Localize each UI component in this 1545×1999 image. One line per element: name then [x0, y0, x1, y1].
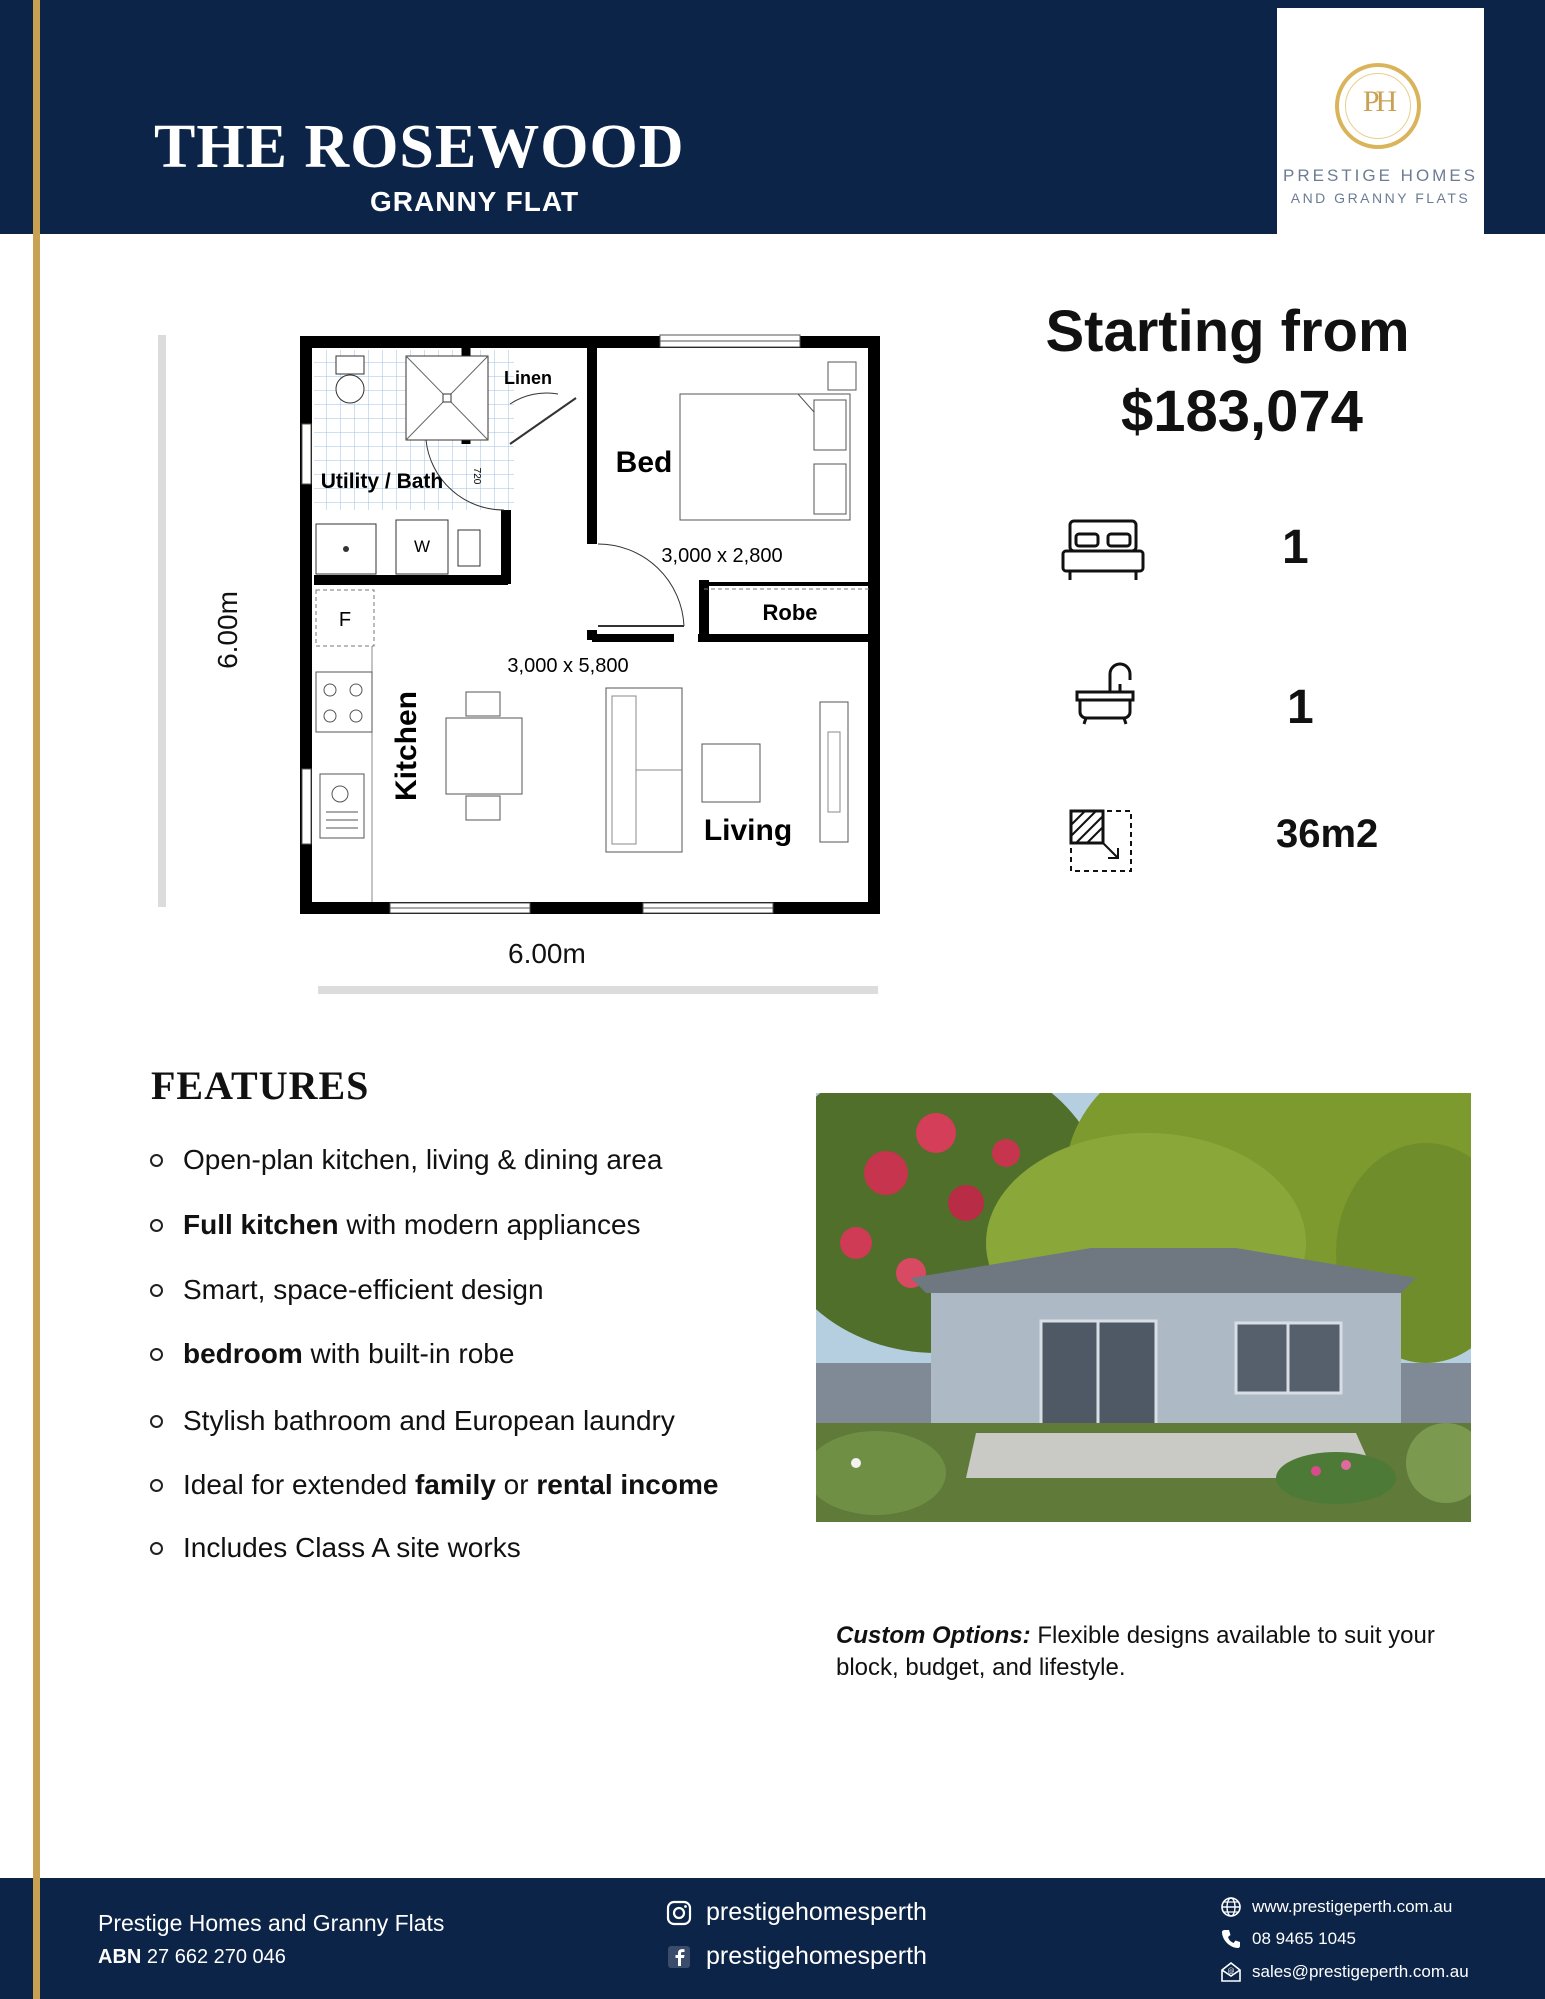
page-subtitle: GRANNY FLAT: [370, 186, 580, 217]
room-label-living: Living: [703, 814, 793, 847]
instagram-icon: [666, 1900, 692, 1926]
feature-text: [183, 1144, 662, 1176]
feature-item: [150, 1405, 675, 1437]
facebook-link[interactable]: [666, 1942, 927, 1971]
facebook-icon: [666, 1944, 692, 1970]
room-label-linen: Linen: [504, 368, 552, 388]
height-dimension-label: 6.00m: [212, 591, 243, 669]
custom-options-note: [836, 1620, 1456, 1684]
fridge-label: F: [338, 609, 352, 631]
feature-segment: Smart, space-efficient design: [183, 1274, 544, 1305]
feature-segment: Ideal for extended: [183, 1469, 415, 1500]
room-label-kitchen: Kitchen: [390, 690, 423, 802]
room-dims-bed: 3,000 x 2,800: [661, 545, 783, 567]
room-label-bed: Bed: [615, 446, 673, 479]
price-intro: Starting from: [1045, 299, 1410, 364]
door-width-label: 720: [471, 467, 482, 485]
abn-label: ABN: [98, 1946, 142, 1968]
globe-icon: [1220, 1896, 1242, 1918]
custom-options-text: Flexible designs available to suit your block, budget, and lifestyle.: [836, 1622, 1435, 1681]
feature-segment: with built-in robe: [302, 1338, 515, 1369]
logo-text-line1: PRESTIGE HOMES: [1282, 166, 1479, 185]
feature-highlight: bedroom: [183, 1338, 303, 1369]
feature-text: [183, 1209, 641, 1241]
feature-item: [150, 1209, 641, 1241]
instagram-link[interactable]: [666, 1898, 927, 1927]
feature-item: [150, 1144, 662, 1176]
feature-segment: Stylish bathroom and European laundry: [183, 1405, 675, 1436]
bathroom-count: 1: [1287, 681, 1314, 734]
floor-plan: [298, 334, 882, 924]
logo-text-line2: AND GRANNY FLATS: [1290, 190, 1471, 206]
width-dimension-label: 6.00m: [508, 938, 586, 969]
page-title: THE ROSEWOOD: [154, 113, 685, 181]
bath-icon: [1074, 662, 1136, 726]
website-url: www.prestigeperth.com.au: [1252, 1897, 1453, 1916]
washer-label: W: [413, 537, 431, 556]
granny-flat-render-photo: [816, 1093, 1471, 1522]
footer-company-name: Prestige Homes and Granny Flats: [98, 1910, 445, 1936]
room-label-utility: Utility / Bath: [320, 470, 444, 493]
footer: [0, 1878, 1545, 1999]
phone-link[interactable]: [1220, 1928, 1356, 1950]
feature-item: [150, 1532, 521, 1564]
feature-text: [183, 1274, 544, 1306]
features-heading: FEATURES: [151, 1063, 370, 1108]
logo-monogram-ring: [1335, 63, 1421, 149]
floor-area: 36m2: [1276, 812, 1379, 856]
feature-text: [183, 1532, 521, 1564]
bullet-icon: [150, 1348, 163, 1361]
room-label-robe: Robe: [762, 600, 818, 625]
feature-highlight: family: [414, 1469, 496, 1500]
width-dimension-bar: [318, 986, 878, 994]
bedroom-count: 1: [1282, 521, 1309, 574]
header-banner: [0, 0, 1545, 234]
feature-highlight: Full kitchen: [183, 1209, 339, 1240]
phone-number: 08 9465 1045: [1252, 1929, 1356, 1948]
email-address: sales@prestigeperth.com.au: [1252, 1962, 1469, 1981]
bullet-icon: [150, 1284, 163, 1297]
feature-segment: with modern appliances: [338, 1209, 641, 1240]
logo-monogram: PH: [1362, 85, 1394, 118]
feature-item: [150, 1274, 544, 1306]
feature-text: [183, 1338, 514, 1370]
footer-abn: [98, 1946, 286, 1969]
custom-options-label: Custom Options:: [836, 1622, 1031, 1649]
room-dims-living: 3,000 x 5,800: [507, 655, 629, 677]
website-link[interactable]: [1220, 1896, 1452, 1918]
feature-text: [183, 1405, 675, 1437]
feature-text: [183, 1469, 718, 1501]
height-dimension-bar: [158, 335, 166, 907]
instagram-handle: prestigehomesperth: [706, 1898, 927, 1926]
gold-side-rule: [33, 0, 40, 1999]
price-value: $183,074: [1121, 379, 1363, 444]
feature-item: [150, 1338, 514, 1370]
feature-segment: Open-plan kitchen, living & dining area: [183, 1144, 663, 1175]
bullet-icon: [150, 1219, 163, 1232]
bullet-icon: [150, 1415, 163, 1428]
phone-icon: [1220, 1928, 1242, 1950]
feature-highlight: rental income: [536, 1469, 719, 1500]
feature-item: [150, 1469, 718, 1501]
bullet-icon: [150, 1479, 163, 1492]
email-icon: [1220, 1961, 1242, 1983]
bullet-icon: [150, 1154, 163, 1167]
email-link[interactable]: [1220, 1961, 1469, 1983]
area-icon: [1068, 808, 1134, 874]
bed-icon: [1060, 518, 1146, 582]
facebook-handle: prestigehomesperth: [706, 1942, 927, 1970]
feature-segment: or: [495, 1469, 537, 1500]
bullet-icon: [150, 1542, 163, 1555]
feature-segment: Includes Class A site works: [183, 1532, 521, 1563]
abn-number: 27 662 270 046: [141, 1946, 286, 1968]
brand-logo: [1277, 8, 1484, 234]
svg-text:@: @: [1227, 1967, 1235, 1975]
